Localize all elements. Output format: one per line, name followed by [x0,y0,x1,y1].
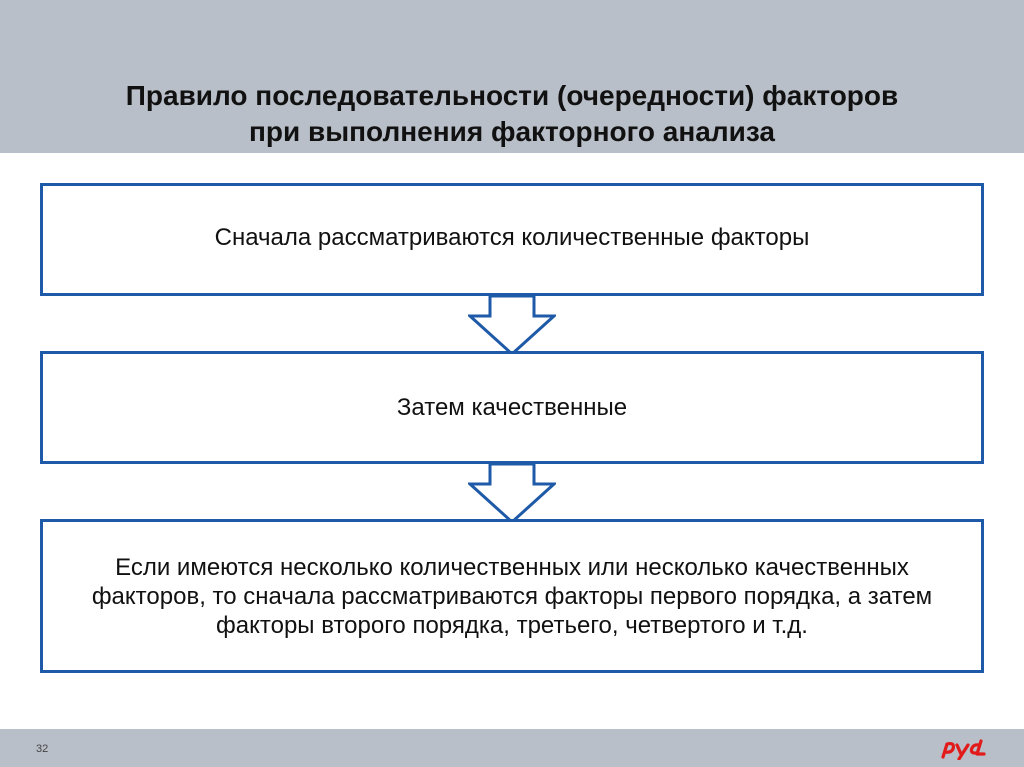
step-text-quantitative: Сначала рассматриваются количественные факторы [214,224,810,251]
down-arrow-icon [468,294,556,356]
down-arrow-icon [468,462,556,524]
slide-title-line1: Правило последовательности (очередности) факторов [125,80,899,111]
step-box-quantitative [40,183,984,296]
footer-bar [0,729,1024,767]
rzd-logo-icon [937,738,987,760]
step-text-qualitative: Затем качественные [396,394,628,421]
slide-title [20,78,1004,150]
page-number: 32 [36,743,49,755]
step-box-qualitative [40,351,984,464]
step-text-order: Если имеются несколько количественных или несколько качественных факторов, то сначала рассматриваются факторы первого порядка, а затем факторы второго порядка, третьего, четвертого и т.д. [91,553,933,639]
slide-title-line2: при выполнения факторного анализа [249,116,775,147]
step-box-order [40,519,984,673]
